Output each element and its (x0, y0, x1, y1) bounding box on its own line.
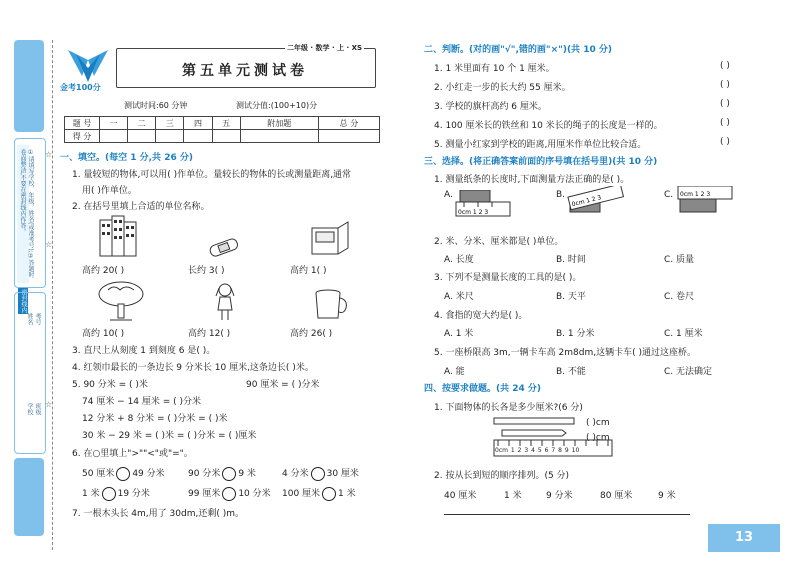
compare-left: 4 分米 (282, 469, 309, 479)
girl-icon (214, 282, 236, 322)
order-item: 80 厘米 (600, 491, 633, 501)
judge-item: 1. 1 米里面有 10 个 1 厘米。 (434, 64, 555, 74)
judge-item: 4. 100 厘米长的铁丝和 10 米长的绳子的长度是一样的。 (434, 121, 663, 131)
s1-q5-4: 12 分米 + 8 分米 = ( )分米 = ( )米 (82, 414, 228, 424)
compare-circle[interactable] (222, 467, 236, 481)
answer-line[interactable] (444, 514, 690, 515)
choice: B. 天平 (556, 292, 586, 302)
choice: A. 1 米 (444, 329, 474, 339)
compare-circle[interactable] (222, 487, 236, 501)
choice: A. 长度 (444, 255, 474, 265)
compare-right: 49 分米 (132, 469, 165, 479)
svg-text:0cm 1 2 3: 0cm 1 2 3 (458, 209, 489, 216)
bandage-icon (208, 238, 240, 258)
choice: C. 质量 (664, 255, 695, 265)
svg-text:0cm 1 2 3: 0cm 1 2 3 (680, 191, 711, 198)
section3-title: 三、选择。(将正确答案前面的序号填在括号里)(共 10 分) (424, 157, 658, 167)
ruler-number: 0 (495, 447, 499, 454)
score-row-label: 得 分 (65, 130, 100, 143)
grade-tag: 二年级 · 数学 · 上 · XS (287, 44, 363, 52)
star-mark: ☆ (45, 240, 53, 249)
field-exam-no: 考号 (34, 313, 41, 325)
order-item: 1 米 (504, 491, 522, 501)
compare-left: 1 米 (82, 489, 100, 499)
compare-right: 30 厘米 (326, 469, 359, 479)
s1-r1-a: 高约 20( ) (82, 266, 125, 276)
compare-right: 19 分米 (117, 489, 150, 499)
s1-q1-line2: 用( )作单位。 (82, 186, 137, 196)
score-header: 二 (128, 117, 156, 130)
ruler-option-a (454, 190, 514, 220)
compare-right: 1 米 (338, 489, 356, 499)
side-student-info (14, 292, 46, 454)
side-notice-box (14, 138, 46, 288)
s1-q1-line1: 1. 量较短的物体,可以用( )作单位。量较长的物体的长或测量距离,通常 (72, 170, 352, 180)
order-item: 9 分米 (546, 491, 573, 501)
compare-circle[interactable] (322, 487, 336, 501)
ruler-number: 8 (558, 447, 562, 454)
s3-q5: 5. 一座桥限高 3m,一辆卡车高 2m8dm,这辆卡车( )通过这座桥。 (434, 348, 696, 358)
svg-text:0cm 1 2 3: 0cm 1 2 3 (571, 194, 603, 209)
answer-paren[interactable]: ( ) (720, 80, 730, 90)
judge-item: 3. 学校的旗杆高约 6 厘米。 (434, 102, 547, 112)
test-time: 测试时间:60 分钟 (124, 101, 188, 110)
s1-q7: 7. 一根木头长 4m,用了 30dm,还剩( )m。 (72, 509, 244, 519)
score-header: 附加题 (240, 117, 318, 130)
s1-r2-c: 高约 26( ) (290, 329, 333, 339)
s3-q1: 1. 测量纸条的长度时,下面测量方法正确的是( )。 (434, 175, 630, 185)
test-score: 测试分值:(100+10)分 (236, 101, 318, 110)
ruler-option-c (676, 186, 736, 220)
cup-icon (312, 288, 350, 322)
score-cell[interactable] (240, 130, 318, 143)
s1-q4: 4. 红领巾最长的一条边长 9 分米长 10 厘米,这条边长( )米。 (72, 363, 314, 373)
ruler-number: 4 (531, 447, 535, 454)
score-header: 四 (184, 117, 212, 130)
logo-text: 金考100分 (60, 83, 101, 92)
compare-row-2 (82, 486, 150, 501)
answer-paren[interactable]: ( ) (720, 137, 730, 147)
s1-q3: 3. 直尺上从刻度 1 到刻度 6 是( )。 (72, 346, 216, 356)
choice: B. 不能 (556, 367, 586, 377)
ruler-numbers (495, 447, 579, 454)
order-item: 40 厘米 (444, 491, 477, 501)
option-a-label: A. (444, 190, 453, 200)
compare-left: 100 厘米 (282, 489, 321, 499)
tree-icon (96, 280, 146, 322)
compare-right: 10 分米 (238, 489, 271, 499)
compare-left: 99 厘米 (188, 489, 221, 499)
building-icon (98, 214, 140, 258)
ruler-number: 3 (524, 447, 529, 454)
s1-r1-b: 长约 3( ) (188, 266, 225, 276)
star-mark: ☆ (45, 150, 53, 159)
choice: B. 时间 (556, 255, 586, 265)
compare-right: 9 米 (238, 469, 256, 479)
compare-left: 50 厘米 (82, 469, 115, 479)
judge-item: 5. 测量小红家到学校的距离,用厘米作单位比较合适。 (434, 140, 647, 150)
ruler-number: 7 (551, 447, 556, 454)
score-cell[interactable] (318, 130, 379, 143)
answer-paren[interactable]: ( ) (720, 118, 730, 128)
field-name: 姓名 (26, 313, 33, 325)
page-title: 第五单元测试卷 (182, 63, 308, 79)
compare-row-1 (82, 466, 165, 481)
score-cell[interactable] (184, 130, 212, 143)
compare-circle[interactable] (116, 467, 130, 481)
compare-row-2c (282, 486, 356, 501)
s1-r2-a: 高约 10( ) (82, 329, 125, 339)
field-class: 班级 (34, 403, 41, 415)
ruler-number: 6 (544, 447, 549, 454)
score-header: 一 (100, 117, 128, 130)
score-cell[interactable] (156, 130, 184, 143)
section4-title: 四、按要求做题。(共 24 分) (424, 384, 542, 394)
compare-row-1b (188, 466, 256, 481)
choice: A. 米尺 (444, 292, 474, 302)
s1-q2: 2. 在括号里填上合适的单位名称。 (72, 202, 210, 212)
cm-answer-1[interactable]: ( )cm (586, 418, 610, 428)
ruler-number: 1 (510, 447, 515, 454)
s3-q4: 4. 食指的宽大约是( )。 (434, 311, 528, 321)
s1-q5-2: 90 厘米 = ( )分米 (246, 380, 320, 390)
compare-circle[interactable] (311, 467, 325, 481)
s4-q1: 1. 下面物体的长各是多少厘米?(6 分) (434, 403, 583, 413)
side-decoration-top (14, 40, 44, 132)
ruler-number: 9 (564, 447, 569, 454)
answer-paren[interactable]: ( ) (720, 99, 730, 109)
ruler-unit: cm (498, 447, 508, 454)
side-decoration-bottom (14, 458, 44, 536)
page-number: 13 (708, 524, 780, 552)
ruler-number: 2 (517, 447, 522, 454)
s1-r2-b: 高约 12( ) (188, 329, 231, 339)
score-header: 五 (212, 117, 240, 130)
s1-q5-3: 74 厘米 − 14 厘米 = ( )分米 (82, 397, 202, 407)
s4-q2: 2. 按从长到短的顺序排列。(5 分) (434, 471, 570, 481)
compare-row-2b (188, 486, 271, 501)
score-header: 题 号 (65, 117, 100, 130)
compare-circle[interactable] (102, 487, 116, 501)
compare-left: 90 分米 (188, 469, 221, 479)
ruler-number: 10 (571, 447, 580, 454)
cm-answer-2[interactable]: ( )cm (586, 433, 610, 443)
judge-item: 2. 小红走一步的长大约 55 厘米。 (434, 83, 571, 93)
s1-q5-5: 30 米 − 29 米 = ( )米 = ( )分米 = ( )厘米 (82, 431, 257, 441)
star-mark: ☆ (45, 400, 53, 409)
option-c-label: C. (664, 190, 674, 200)
answer-paren[interactable]: ( ) (720, 61, 730, 71)
side-tag: 密封线内 (20, 289, 27, 313)
ruler-option-b (566, 186, 630, 220)
section1-title: 一、填空。(每空 1 分,共 26 分) (60, 153, 193, 163)
compare-row-1c (282, 466, 359, 481)
choice: C. 卷尺 (664, 292, 695, 302)
score-header: 三 (156, 117, 184, 130)
option-b-label: B. (556, 190, 566, 200)
s1-r1-c: 高约 1( ) (290, 266, 327, 276)
s1-q6: 6. 在○里填上">""<"或"="。 (72, 449, 193, 459)
s3-q2: 2. 米、分米、厘米都是( )单位。 (434, 237, 564, 247)
choice: C. 1 厘米 (664, 329, 703, 339)
score-header: 总 分 (318, 117, 379, 130)
score-cell[interactable] (212, 130, 240, 143)
seal-line (52, 40, 53, 550)
s3-q3: 3. 下列不是测量长度的工具的是( )。 (434, 273, 582, 283)
score-cell[interactable] (100, 130, 128, 143)
order-item: 9 米 (658, 491, 676, 501)
choice: A. 能 (444, 367, 465, 377)
section2-title: 二、判断。(对的画"√",错的画"×")(共 10 分) (424, 45, 612, 55)
score-cell[interactable] (128, 130, 156, 143)
score-table (64, 116, 380, 143)
cabinet-icon (308, 220, 352, 258)
field-school: 学校 (26, 403, 33, 415)
s1-q5-1: 5. 90 分米 = ( )米 (72, 380, 148, 390)
choice: C. 无法确定 (664, 367, 713, 377)
side-note: ①请填写学校、年级、姓名(或准考号);②答题时卷面整洁,不要在密封线内作答。 (19, 149, 34, 278)
ruler-number: 5 (537, 447, 542, 454)
choice: B. 1 分米 (556, 329, 595, 339)
